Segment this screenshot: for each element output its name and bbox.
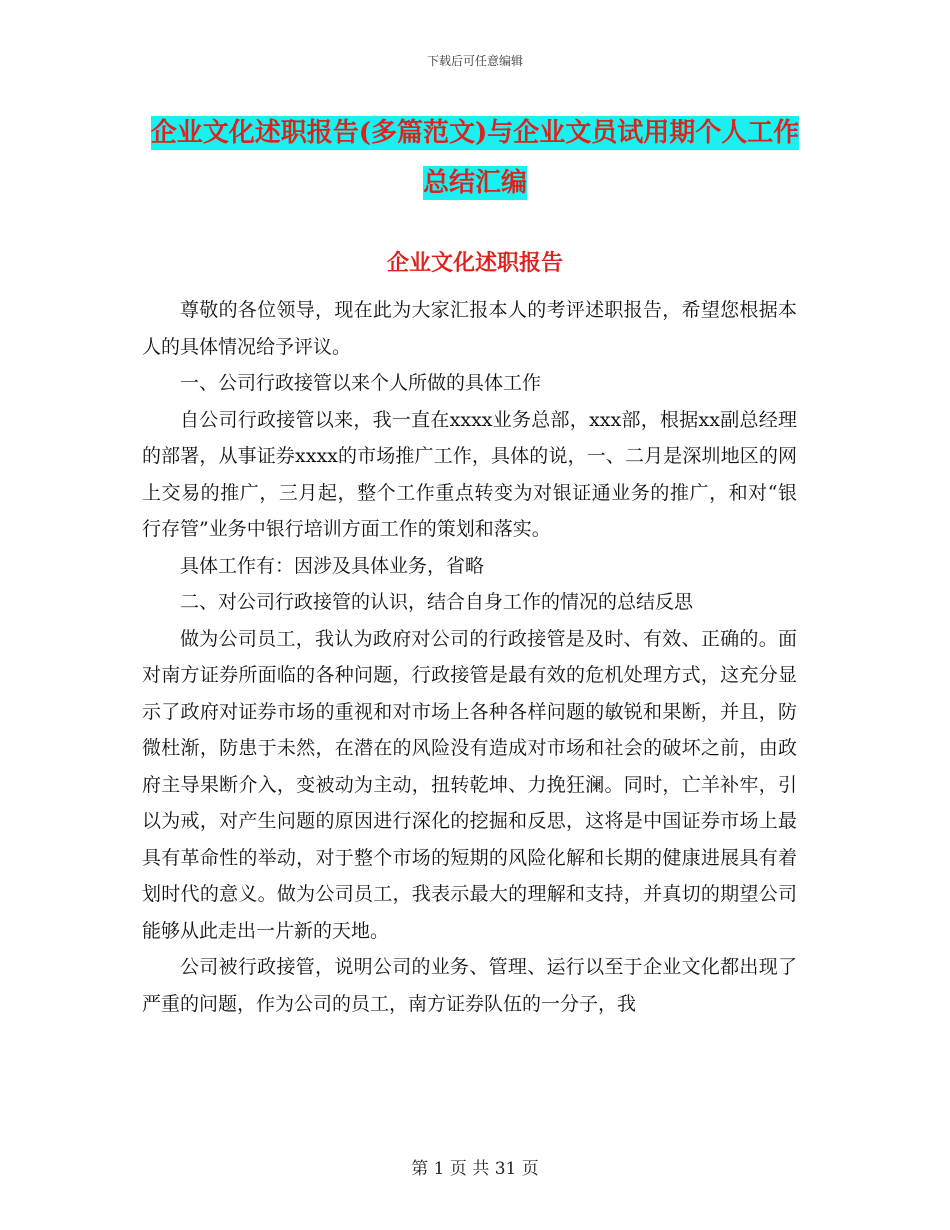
section-title: 企业文化述职报告 — [386, 250, 563, 276]
header-note: 下载后可任意编辑 — [426, 54, 523, 68]
paragraph: 自公司行政接管以来，我一直在xxxx业务总部，xxx部，根据xx副总经理的部署，从事证券xxxx的市场推广工作，具体的说，一、二月是深圳地区的网上交易的推广，三月起，整个工作重点转变为对银证通业务的推广，和对“银行存管”业务中银行培训方面工作的策划和落实。 — [142, 408, 797, 540]
paragraph: 尊敬的各位领导，现在此为大家汇报本人的考评述职报告，希望您根据本人的具体情况给予评议。 — [142, 299, 797, 358]
page-footer: 第 1 页 共 31 页 — [411, 1159, 539, 1179]
paragraph: 做为公司员工，我认为政府对公司的行政接管是及时、有效、正确的。面对南方证券所面临的各种问题，行政接管是最有效的危机处理方式，这充分显示了政府对证券市场的重视和对市场上各种各样问题的敏锐和果断，并且，防微杜渐，防患于未然，在潜在的风险没有造成对市场和社会的破坏之前，由政府主导果断介入，变被动为主动，扭转乾坤、力挽狂澜。同时，亡羊补牢，引以为戒，对产生问题的原因进行深化的挖掘和反思，这将是中国证券市场上最具有革命性的举动，对于整个市场的短期的风险化解和长期的健康进展具有着划时代的意义。做为公司员工，我表示最大的理解和支持，并真切的期望公司能够从此走出一片新的天地。 — [142, 627, 797, 942]
document-body — [142, 292, 797, 1022]
document-title-text: 企业文化述职报告(多篇范文)与企业文员试用期个人工作总结汇编 — [150, 118, 800, 198]
document-title — [140, 108, 810, 208]
paragraph: 具体工作有：因涉及具体业务，省略 — [180, 554, 485, 577]
paragraph: 二、对公司行政接管的认识，结合自身工作的情况的总结反思 — [180, 591, 694, 613]
paragraph: 公司被行政接管，说明公司的业务、管理、运行以至于企业文化都出现了严重的问题，作为公司的员工，南方证券队伍的一分子，我 — [142, 956, 797, 1015]
paragraph: 一、公司行政接管以来个人所做的具体工作 — [180, 372, 542, 394]
